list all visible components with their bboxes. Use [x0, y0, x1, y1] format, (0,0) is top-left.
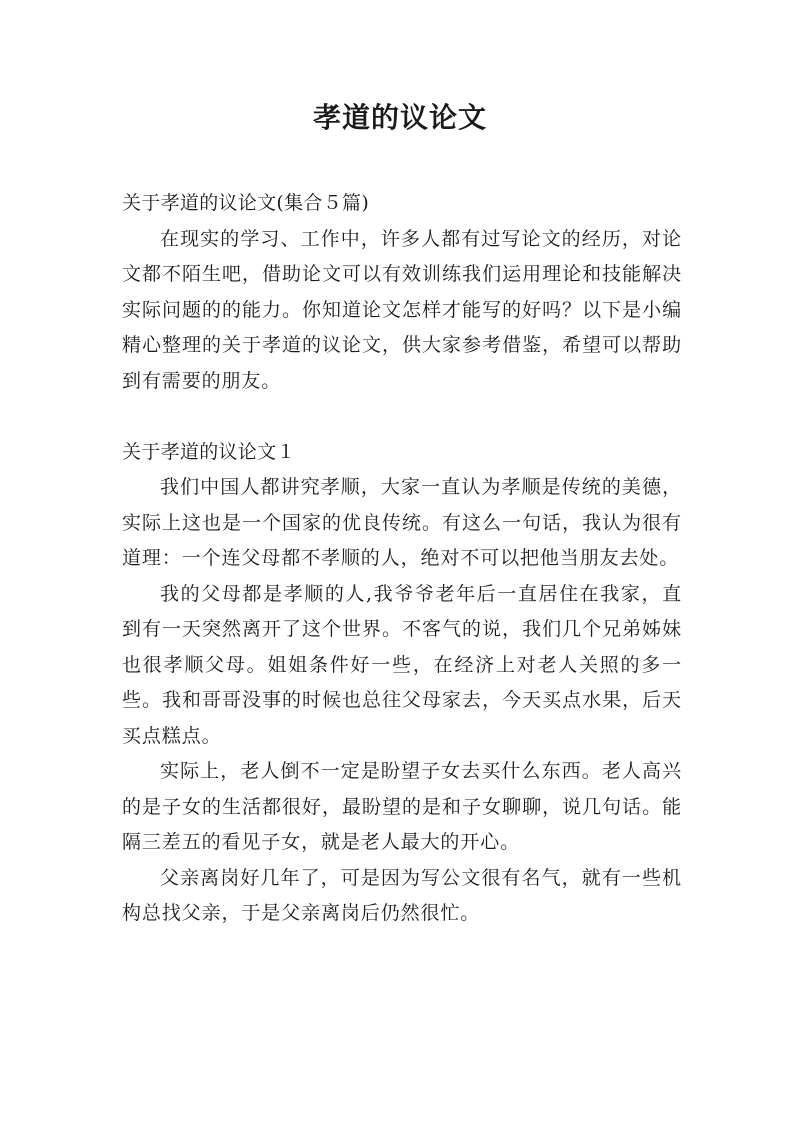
intro-paragraph: 在现实的学习、工作中，许多人都有过写论文的经历，对论文都不陌生吧，借助论文可以有效训练我们运用理论和技能解决实际问题的的能力。你知道论文怎样才能写的好吗？以下是小编精心整理的关于孝道的议论文，供大家参考借鉴，希望可以帮助到有需要的朋友。	[122, 227, 682, 392]
document-body	[122, 186, 682, 932]
body-paragraph: 我的父母都是孝顺的人,我爷爷老年后一直居住在我家，直到有一天突然离开了这个世界。不客气的说，我们几个兄弟姊妹也很孝顺父母。姐姐条件好一些，在经济上对老人关照的多一些。我和哥哥没事的时候也总往父母家去，今天买点水果，后天买点糕点。	[122, 582, 682, 747]
body-paragraph: 实际上，老人倒不一定是盼望子女去买什么东西。老人高兴的是子女的生活都很好，最盼望的是和子女聊聊，说几句话。能隔三差五的看见子女，就是老人最大的开心。	[122, 760, 682, 853]
section-spacer	[122, 399, 682, 435]
body-paragraph: 我们中国人都讲究孝顺，大家一直认为孝顺是传统的美德，实际上这也是一个国家的优良传统。有这么一句话，我认为很有道理：一个连父母都不孝顺的人，绝对不可以把他当朋友去处。	[122, 476, 682, 569]
section-heading: 关于孝道的议论文１	[122, 440, 296, 463]
body-paragraph: 父亲离岗好几年了，可是因为写公文很有名气，就有一些机构总找父亲，于是父亲离岗后仍然很忙。	[122, 866, 682, 924]
document-title: 孝道的议论文	[312, 101, 487, 134]
document-subtitle: 关于孝道的议论文(集合５篇)	[122, 192, 370, 214]
